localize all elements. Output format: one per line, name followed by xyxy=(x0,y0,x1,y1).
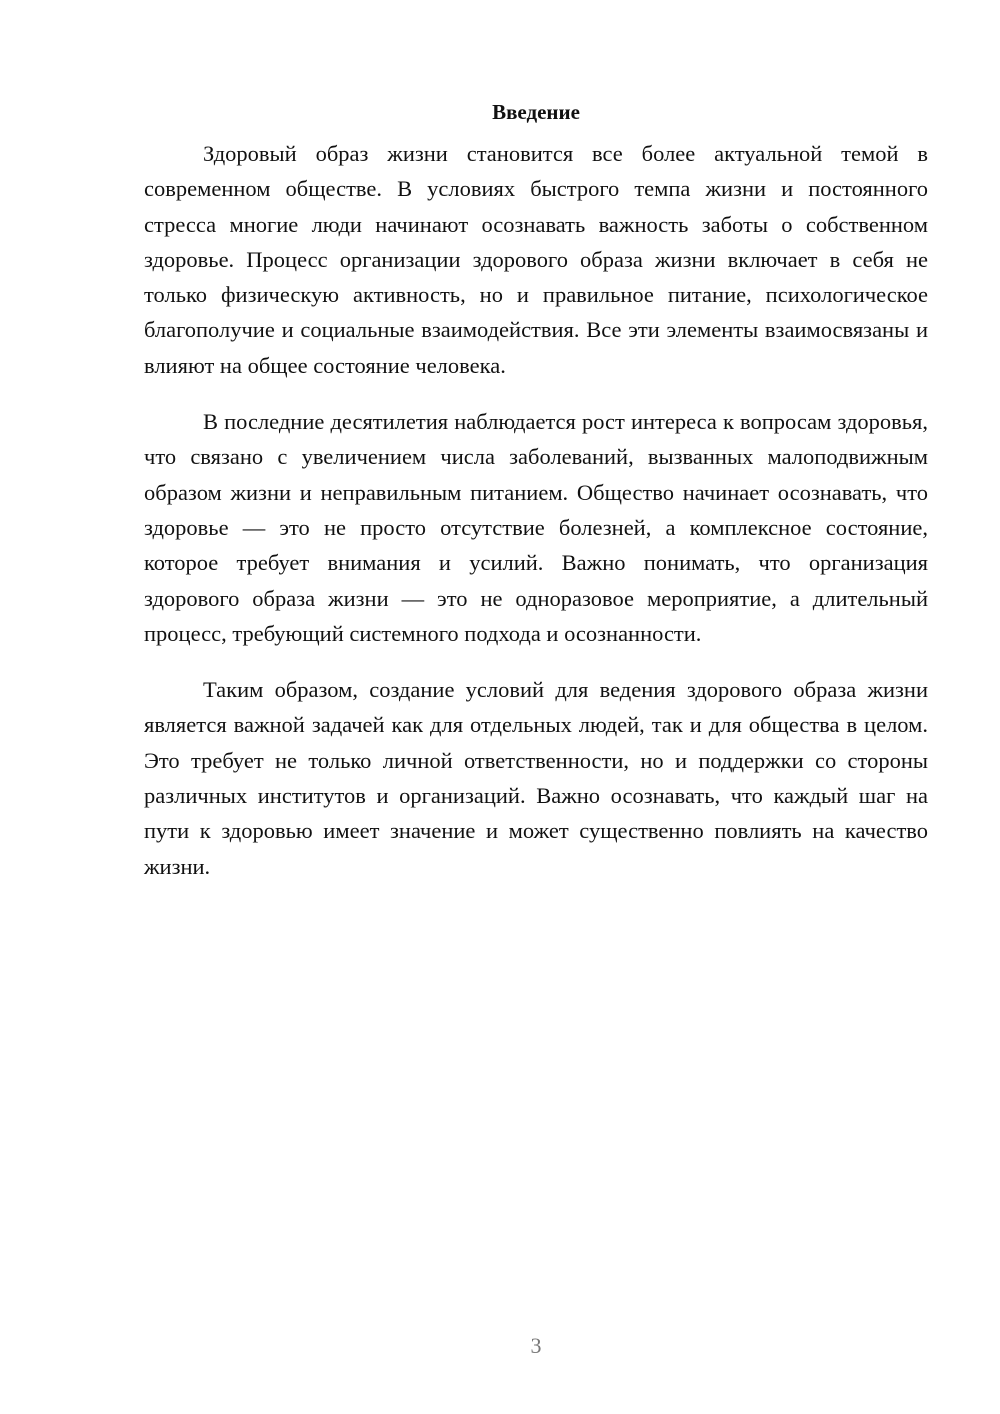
page-number: 3 xyxy=(530,1333,542,1358)
paragraph-2: В последние десятилетия наблюдается рост интереса к вопросам здоровья, что связано с увеличением числа заболеваний, вызванных малоподвижным образом жизни и неправильным питанием. Общество начинает осознавать, что здоровье — это не просто отсутствие болезней, а комплексное состояние, которое требует внимания и усилий. Важно понимать, что организация здорового образа жизни — это не одноразовое мероприятие, а длительный процесс, требующий системного подхода и осознанности. xyxy=(144,409,928,646)
section-title: Введение xyxy=(492,100,580,124)
page-content xyxy=(144,98,928,905)
paragraph-3: Таким образом, создание условий для ведения здорового образа жизни является важной задачей как для отдельных людей, так и для общества в целом. Это требует не только личной ответственности, но и поддержки со стороны различных институтов и организаций. Важно осознавать, что каждый шаг на пути к здоровью имеет значение и может существенно повлиять на качество жизни. xyxy=(144,677,928,879)
paragraph-1: Здоровый образ жизни становится все более актуальной темой в современном обществе. В условиях быстрого темпа жизни и постоянного стресса многие люди начинают осознавать важность заботы о собственном здоровье. Процесс организации здорового образа жизни включает в себя не только физическую активность, но и правильное питание, психологическое благополучие и социальные взаимодействия. Все эти элементы взаимосвязаны и влияют на общее состояние человека. xyxy=(144,141,928,378)
